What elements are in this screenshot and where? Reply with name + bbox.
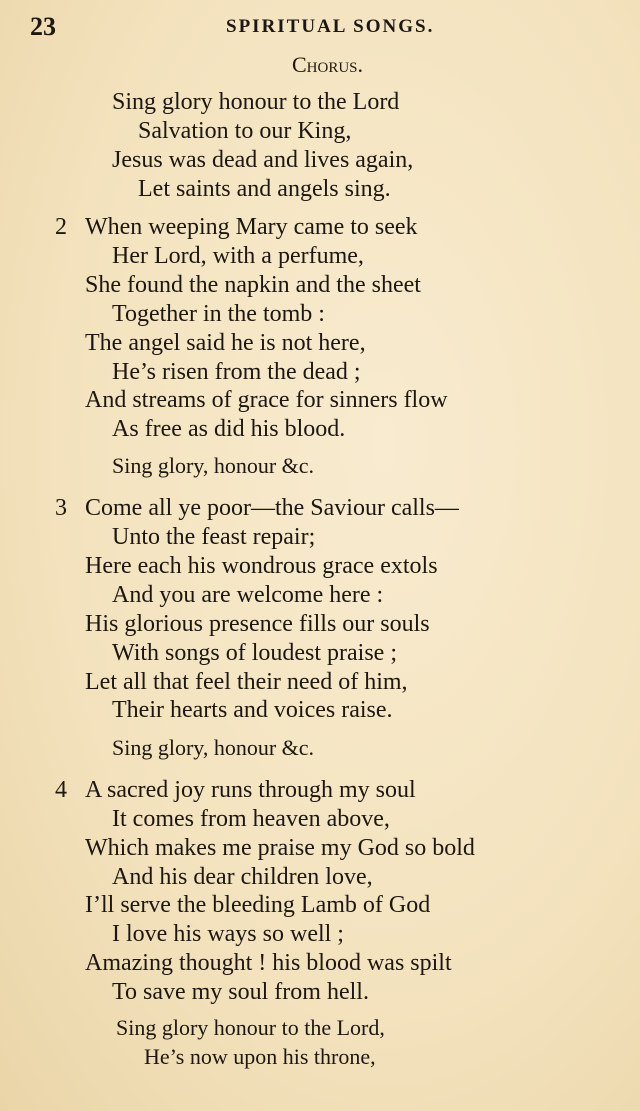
verse-line: I love his ways so well ; (112, 921, 344, 947)
chorus-line: Jesus was dead and lives again, (112, 147, 414, 173)
verse-line: He’s risen from the dead ; (112, 359, 361, 385)
verse-line: Their hearts and voices raise. (112, 697, 393, 723)
verse-number: 3 (55, 495, 67, 521)
verse-line: She found the napkin and the sheet (85, 272, 421, 298)
page-number: 23 (30, 12, 56, 41)
verse-line: And his dear children love, (112, 864, 373, 890)
chorus-line: Let saints and angels sing. (138, 176, 391, 202)
running-title: SPIRITUAL SONGS. (226, 16, 435, 37)
verse-line: Come all ye poor—the Saviour calls— (85, 495, 459, 521)
refrain-line: Sing glory, honour &c. (112, 735, 315, 760)
verse-line: Her Lord, with a perfume, (112, 243, 364, 269)
verse-line: To save my soul from hell. (112, 979, 369, 1005)
verse-line: A sacred joy runs through my soul (85, 777, 416, 803)
verse-number: 2 (55, 214, 67, 240)
verse-line: With songs of loudest praise ; (112, 640, 397, 666)
verse-line: I’ll serve the bleeding Lamb of God (85, 892, 431, 918)
verse-line: Amazing thought ! his blood was spilt (85, 950, 452, 976)
refrain-line: Sing glory honour to the Lord, (116, 1015, 385, 1040)
verse-line: When weeping Mary came to seek (85, 214, 418, 240)
verse-number: 4 (55, 777, 67, 803)
verse-line: Unto the feast repair; (112, 524, 316, 550)
verse-line: And you are welcome here : (112, 582, 384, 608)
verse-line: His glorious presence fills our souls (85, 611, 430, 637)
chorus-heading: Chorus. (292, 52, 364, 77)
chorus-line: Sing glory honour to the Lord (112, 89, 400, 115)
refrain-line: He’s now upon his throne, (144, 1044, 376, 1069)
verse-line: And streams of grace for sinners flow (85, 387, 448, 413)
verse-line: The angel said he is not here, (85, 330, 366, 356)
verse-line: Here each his wondrous grace extols (85, 553, 438, 579)
verse-line: As free as did his blood. (112, 416, 346, 442)
verse-line: Which makes me praise my God so bold (85, 835, 475, 861)
verse-line: It comes from heaven above, (112, 806, 390, 832)
refrain-line: Sing glory, honour &c. (112, 453, 315, 478)
chorus-line: Salvation to our King, (138, 118, 352, 144)
page-header (30, 12, 610, 42)
verse-line: Let all that feel their need of him, (85, 669, 408, 695)
verse-line: Together in the tomb : (112, 301, 325, 327)
